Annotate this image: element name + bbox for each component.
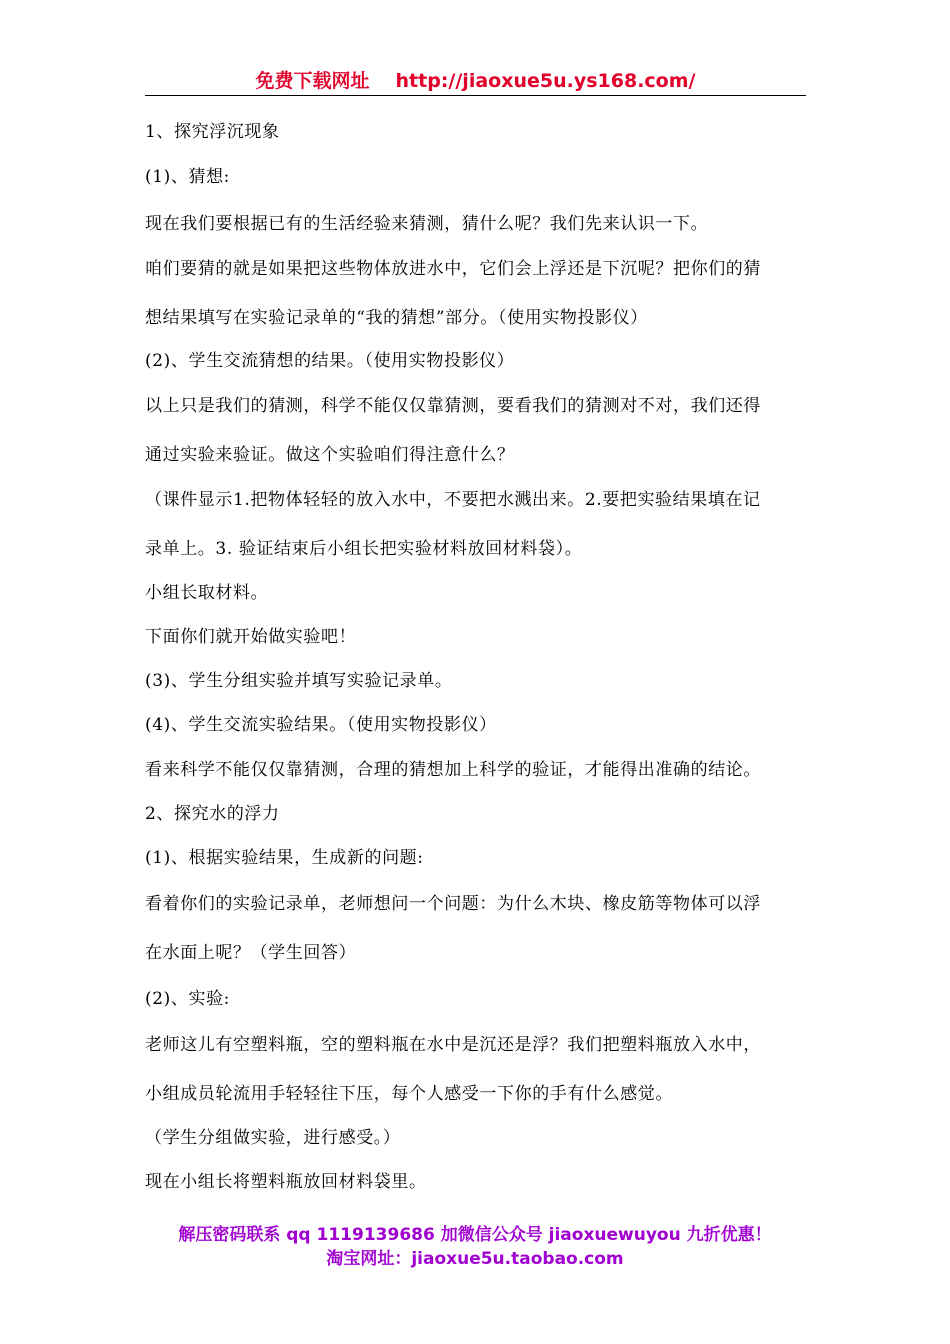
header-label: 免费下载网址 [255,70,370,92]
paragraph-line: 小组长取材料。 [145,583,269,603]
download-header [145,66,806,93]
paragraph-line: （课件显示1.把物体轻轻的放入水中，不要把水溅出来。2.要把实验结果填在记 [145,490,761,510]
paragraph-line: 现在我们要根据已有的生活经验来猜测，猜什么呢？我们先来认识一下。 [145,214,709,234]
paragraph-line: 下面你们就开始做实验吧！ [145,627,357,647]
subheading-guess: (1)、猜想: [145,167,231,187]
footer-taobao-link[interactable]: 淘宝网址：jiaoxue5u.taobao.com [326,1249,624,1269]
paragraph-line: 看着你们的实验记录单，老师想问一个问题：为什么木块、橡皮筋等物体可以浮 [145,894,761,914]
header-url-link[interactable]: http://jiaoxue5u.ys168.com/ [395,70,696,92]
paragraph-line: 以上只是我们的猜测，科学不能仅仅靠猜测，要看我们的猜测对不对，我们还得 [145,396,761,416]
subheading-share-results: (4)、学生交流实验结果。（使用实物投影仪） [145,715,497,735]
paragraph-line: 录单上。3. 验证结束后小组长把实验材料放回材料袋）。 [145,539,583,559]
paragraph-line: 通过实验来验证。做这个实验咱们得注意什么？ [145,445,515,465]
paragraph-line: 现在小组长将塑料瓶放回材料袋里。 [145,1172,427,1192]
subheading-new-question: (1)、根据实验结果，生成新的问题: [145,848,424,868]
subheading-experiment: (2)、实验: [145,989,231,1009]
paragraph-line: （学生分组做实验，进行感受。） [145,1128,401,1148]
paragraph-line: 小组成员轮流用手轻轻往下压，每个人感受一下你的手有什么感觉。 [145,1084,673,1104]
subheading-group-experiment: (3)、学生分组实验并填写实验记录单。 [145,671,453,691]
paragraph-line: 想结果填写在实验记录单的“我的猜想”部分。（使用实物投影仪） [145,308,648,328]
section-heading-1: 1、探究浮沉现象 [145,122,280,142]
paragraph-line: 在水面上呢？（学生回答） [145,943,357,963]
subheading-share-guess: (2)、学生交流猜想的结果。（使用实物投影仪） [145,351,515,371]
section-heading-2: 2、探究水的浮力 [145,804,280,824]
paragraph-line: 老师这儿有空塑料瓶，空的塑料瓶在水中是沉还是浮？我们把塑料瓶放入水中， [145,1035,761,1055]
paragraph-line: 咱们要猜的就是如果把这些物体放进水中，它们会上浮还是下沉呢？把你们的猜 [145,259,761,279]
footer-contact: 解压密码联系 qq 1119139686 加微信公众号 jiaoxuewuyou 九折优惠！ [178,1225,772,1245]
header-divider [145,95,806,96]
paragraph-line: 看来科学不能仅仅靠猜测，合理的猜想加上科学的验证，才能得出准确的结论。 [145,760,761,780]
